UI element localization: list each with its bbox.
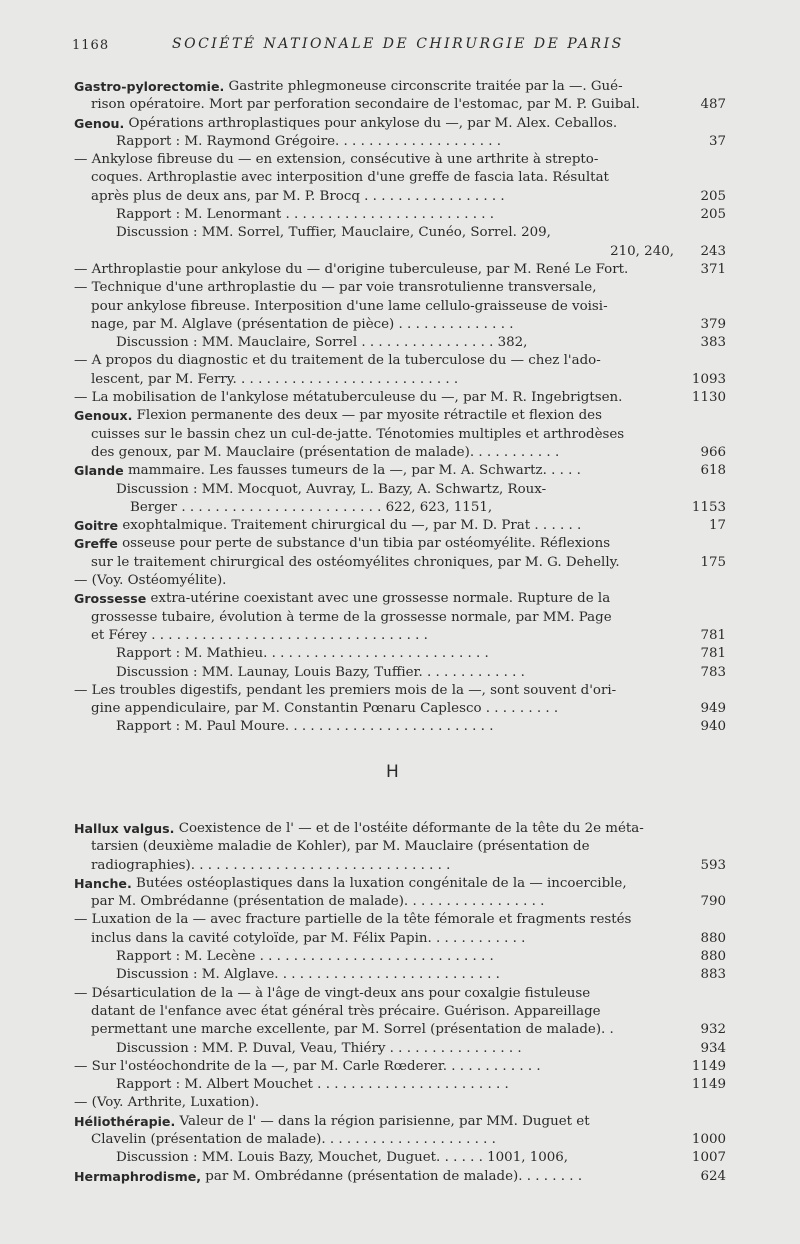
entry-text	[116, 1040, 522, 1058]
index-entry-line	[74, 407, 726, 425]
page-reference: 593	[700, 857, 726, 873]
entry-text	[74, 1168, 582, 1186]
entry-text	[116, 133, 501, 151]
entry-text	[74, 115, 617, 133]
entry-text	[116, 224, 551, 242]
entry-body: par M. Ombrédanne (présentation de malade). . . . . . . .	[201, 1168, 583, 1184]
entry-body: pour ankylose fibreuse. Interposition d'une lame cellulo-graisseuse de voisi-	[91, 298, 608, 314]
page-reference: 243	[700, 243, 726, 259]
index-entry-line	[74, 444, 726, 462]
page-reference: 618	[700, 463, 726, 479]
entry-body: grossesse tubaire, évolution à terme de la grossesse normale, par MM. Page	[91, 609, 612, 625]
page-reference: 1093	[691, 371, 726, 387]
entry-body: gine appendiculaire, par M. Constantin Pœnaru Caplesco . . . . . . . . .	[91, 701, 559, 717]
page-reference: 205	[700, 188, 726, 204]
page-reference: 781	[700, 627, 726, 643]
page-number: 1168	[72, 38, 110, 53]
index-entry-line	[74, 664, 726, 682]
entry-body: — La mobilisation de l'ankylose métatuberculeuse du —, par M. R. Ingebrigtsen.	[74, 390, 623, 406]
index-entry-line	[74, 948, 726, 966]
entry-body: Discussion : MM. Mocquot, Auvray, L. Bazy, A. Schwartz, Roux-	[116, 481, 547, 497]
entry-text	[91, 96, 640, 114]
page-reference: 1153	[691, 499, 726, 515]
entry-body: après plus de deux ans, par M. P. Brocq . . . . . . . . . . . . . . . . .	[91, 188, 505, 204]
page-reference: 379	[700, 316, 726, 332]
entry-text	[116, 481, 546, 499]
entry-text	[74, 1058, 541, 1076]
section-letter-h: H	[386, 762, 399, 782]
page-reference: 1149	[691, 1077, 726, 1093]
page-reference: 17	[708, 518, 726, 534]
entry-text	[91, 1021, 614, 1039]
entry-text	[130, 499, 492, 517]
page-reference: 966	[700, 444, 726, 460]
index-entry-line	[74, 1040, 726, 1058]
entry-body: Opérations arthroplastiques pour ankylose du —, par M. Alex. Ceballos.	[124, 115, 618, 131]
entry-text	[74, 78, 623, 96]
index-entry-line	[74, 169, 726, 187]
entry-text	[74, 875, 627, 893]
page-reference: 487	[700, 97, 726, 113]
entry-text	[74, 279, 596, 297]
entry-text	[74, 572, 226, 590]
entry-text	[74, 151, 598, 169]
entry-heading: Hanche.	[74, 875, 132, 891]
entry-body: 210, 240,	[610, 243, 674, 259]
entry-text	[91, 371, 458, 389]
entry-body: — Arthroplastie pour ankylose du — d'origine tuberculeuse, par M. René Le Fort.	[74, 261, 629, 277]
entry-text	[91, 700, 558, 718]
index-entry-line	[74, 481, 726, 499]
entry-text	[74, 820, 644, 838]
index-entry-line	[74, 857, 726, 875]
index-entry-line	[74, 700, 726, 718]
index-entry-line	[74, 930, 726, 948]
section-g-entries	[74, 78, 726, 737]
entry-text	[74, 261, 628, 279]
index-entry-line	[74, 875, 726, 893]
entry-text	[74, 517, 581, 535]
entry-body: Flexion permanente des deux — par myosite rétractile et flexion des	[132, 408, 602, 424]
index-entry-line	[74, 627, 726, 645]
entry-body: inclus dans la cavité cotyloïde, par M. Félix Papin. . . . . . . . . . . .	[91, 930, 526, 946]
page-reference: 790	[700, 894, 726, 910]
page-reference: 624	[700, 1168, 726, 1184]
entry-text	[91, 893, 544, 911]
entry-text	[91, 554, 620, 572]
index-entry-line	[74, 115, 726, 133]
entry-text	[74, 1113, 590, 1131]
entry-body: Discussion : M. Alglave. . . . . . . . . . . . . . . . . . . . . . . . . . .	[116, 967, 500, 983]
page-reference: 205	[700, 207, 726, 223]
index-entry-line	[74, 224, 726, 242]
index-entry-line	[74, 499, 726, 517]
entry-text	[74, 462, 581, 480]
entry-body: Rapport : M. Lenormant . . . . . . . . . . . . . . . . . . . . . . . . .	[116, 207, 495, 223]
entry-text	[116, 334, 527, 352]
entry-text	[91, 838, 590, 856]
section-h-entries	[74, 820, 726, 1186]
entry-body: — Les troubles digestifs, pendant les premiers mois de la —, sont souvent d'ori-	[74, 682, 617, 698]
page-reference: 932	[700, 1022, 726, 1038]
entry-text	[116, 966, 500, 984]
entry-body: Discussion : MM. Louis Bazy, Mouchet, Duguet. . . . . . 1001, 1006,	[116, 1150, 569, 1166]
entry-text	[91, 188, 505, 206]
index-entry-line	[74, 517, 726, 535]
index-entry-line	[74, 1113, 726, 1131]
entry-text	[91, 627, 428, 645]
entry-body: Rapport : M. Raymond Grégoire. . . . . . . . . . . . . . . . . . . .	[116, 133, 502, 149]
entry-body: Rapport : M. Lecène . . . . . . . . . . . . . . . . . . . . . . . . . . . .	[116, 949, 494, 965]
entry-body: Discussion : MM. P. Duval, Veau, Thiéry . . . . . . . . . . . . . . . .	[116, 1040, 522, 1056]
index-entry-line	[74, 462, 726, 480]
page-reference: 883	[700, 967, 726, 983]
index-entry-line	[74, 1021, 726, 1039]
entry-heading: Glande	[74, 463, 124, 479]
entry-body: datant de l'enfance avec état général très précaire. Guérison. Appareillage	[91, 1003, 601, 1019]
index-entry-line	[74, 96, 726, 114]
entry-text	[91, 426, 624, 444]
entry-text	[91, 298, 608, 316]
entry-body: — Technique d'une arthroplastie du — par voie transrotulienne transversale,	[74, 280, 597, 296]
entry-body: Clavelin (présentation de malade). . . . . . . . . . . . . . . . . . . . .	[91, 1132, 496, 1148]
index-entry-line	[74, 1076, 726, 1094]
entry-heading: Héliothérapie.	[74, 1113, 176, 1129]
entry-text	[74, 911, 631, 929]
index-entry-line	[74, 78, 726, 96]
index-entry-line	[74, 352, 726, 370]
index-entry-line	[74, 389, 726, 407]
entry-body: — (Voy. Arthrite, Luxation).	[74, 1095, 260, 1111]
entry-text	[116, 718, 493, 736]
entry-body: Berger . . . . . . . . . . . . . . . . . . . . . . . . 622, 623, 1151,	[130, 499, 493, 515]
index-entry-line	[74, 316, 726, 334]
entry-body: des genoux, par M. Mauclaire (présentation de malade). . . . . . . . . . .	[91, 444, 560, 460]
entry-body: rison opératoire. Mort par perforation secondaire de l'estomac, par M. P. Guibal.	[91, 97, 640, 113]
entry-heading: Gastro-pylorectomie.	[74, 79, 225, 94]
entry-body: Coexistence de l' — et de l'ostéite déformante de la tête du 2e méta-	[174, 821, 644, 836]
entry-body: exophtalmique. Traitement chirurgical du —, par M. D. Prat . . . . . .	[118, 518, 582, 534]
entry-text	[74, 682, 616, 700]
page-reference: 175	[700, 554, 726, 570]
page-reference: 1007	[691, 1150, 726, 1166]
page-reference: 880	[700, 949, 726, 965]
entry-body: par M. Ombrédanne (présentation de malade). . . . . . . . . . . . . . . . .	[91, 894, 545, 910]
index-entry-line	[74, 279, 726, 297]
index-entry-line	[74, 682, 726, 700]
entry-text	[91, 609, 612, 627]
page-reference: 949	[700, 701, 726, 717]
entry-heading: Genou.	[74, 115, 125, 131]
index-entry-line	[74, 188, 726, 206]
index-entry-line	[74, 1168, 726, 1186]
page-reference: 383	[700, 335, 726, 351]
page-reference: 1149	[691, 1058, 726, 1074]
index-entry-line	[74, 133, 726, 151]
entry-body: — Sur l'ostéochondrite de la —, par M. Carle Rœderer. . . . . . . . . . . .	[74, 1058, 541, 1074]
entry-text	[116, 1149, 568, 1167]
index-entry-line	[74, 911, 726, 929]
entry-body: mammaire. Les fausses tumeurs de la —, par M. A. Schwartz. . . . .	[123, 463, 581, 479]
index-entry-line	[74, 718, 726, 736]
entry-body: — Désarticulation de la — à l'âge de vingt-deux ans pour coxalgie fistuleuse	[74, 985, 591, 1001]
page-reference: 1000	[691, 1132, 726, 1148]
index-entry-line	[74, 151, 726, 169]
entry-body: Rapport : M. Mathieu. . . . . . . . . . . . . . . . . . . . . . . . . . .	[116, 646, 489, 662]
index-entry-line	[74, 1131, 726, 1149]
entry-body: Rapport : M. Paul Moure. . . . . . . . . . . . . . . . . . . . . . . . .	[116, 719, 494, 735]
entry-body: Butées ostéoplastiques dans la luxation congénitale de la — incoercible,	[131, 875, 627, 891]
entry-body: — (Voy. Ostéomyélite).	[74, 573, 227, 589]
index-entry-line	[74, 298, 726, 316]
entry-body: et Férey . . . . . . . . . . . . . . . . . . . . . . . . . . . . . . . . .	[91, 627, 428, 643]
entry-body: Discussion : MM. Sorrel, Tuffier, Mauclaire, Cunéo, Sorrel. 209,	[116, 225, 551, 241]
index-entry-line	[74, 334, 726, 352]
page-title: SOCIÉTÉ NATIONALE DE CHIRURGIE DE PARIS	[172, 36, 624, 52]
entry-heading: Genoux.	[74, 408, 133, 424]
page-reference: 1130	[691, 390, 726, 406]
index-entry-line	[74, 426, 726, 444]
index-entry-line	[74, 645, 726, 663]
entry-text	[91, 169, 609, 187]
entry-text	[91, 1131, 496, 1149]
page-reference: 934	[700, 1040, 726, 1056]
entry-body: Gastrite phlegmoneuse circonscrite traitée par la —. Gué-	[224, 79, 623, 94]
entry-text	[116, 1076, 509, 1094]
entry-body: Valeur de l' — dans la région parisienne, par MM. Duguet et	[175, 1113, 590, 1129]
entry-text	[74, 407, 602, 425]
index-entry-line	[74, 893, 726, 911]
entry-text	[74, 985, 590, 1003]
entry-text	[610, 243, 674, 261]
entry-body: osseuse pour perte de substance d'un tibia par ostéomyélite. Réflexions	[117, 536, 611, 552]
page-reference: 880	[700, 930, 726, 946]
page-reference: 783	[700, 664, 726, 680]
entry-heading: Hermaphrodisme,	[74, 1168, 202, 1184]
index-entry-line	[74, 206, 726, 224]
entry-heading: Grossesse	[74, 591, 147, 607]
entry-text	[74, 590, 610, 608]
entry-text	[91, 930, 525, 948]
entry-text	[116, 645, 489, 663]
entry-heading: Goitre	[74, 518, 119, 534]
index-entry-line	[74, 554, 726, 572]
index-entry-line	[74, 572, 726, 590]
page-reference: 37	[708, 133, 726, 149]
entry-body: cuisses sur le bassin chez un cul-de-jatte. Ténotomies multiples et arthrodèses	[91, 426, 625, 442]
index-entry-line	[74, 1094, 726, 1112]
entry-body: nage, par M. Alglave (présentation de pièce) . . . . . . . . . . . . . .	[91, 316, 514, 332]
page-reference: 781	[700, 646, 726, 662]
entry-body: — A propos du diagnostic et du traitement de la tuberculose du — chez l'ado-	[74, 353, 601, 369]
entry-text	[91, 316, 513, 334]
index-entry-line	[74, 1003, 726, 1021]
entry-text	[74, 389, 622, 407]
entry-text	[91, 1003, 601, 1021]
entry-heading: Greffe	[74, 536, 118, 552]
index-entry-line	[74, 535, 726, 553]
entry-text	[116, 948, 494, 966]
entry-body: tarsien (deuxième maladie de Kohler), par M. Mauclaire (présentation de	[91, 839, 590, 855]
entry-body: Discussion : MM. Mauclaire, Sorrel . . . . . . . . . . . . . . . . 382,	[116, 335, 528, 351]
entry-heading: Hallux valgus.	[74, 821, 175, 836]
index-entry-line	[74, 261, 726, 279]
index-entry-line	[74, 590, 726, 608]
entry-body: permettant une marche excellente, par M. Sorrel (présentation de malade). .	[91, 1022, 614, 1038]
entry-text	[116, 664, 525, 682]
entry-body: Discussion : MM. Launay, Louis Bazy, Tuffier. . . . . . . . . . . . .	[116, 664, 525, 680]
entry-body: sur le traitement chirurgical des ostéomyélites chroniques, par M. G. Dehelly.	[91, 554, 620, 570]
page-reference: 371	[700, 261, 726, 277]
entry-body: lescent, par M. Ferry. . . . . . . . . . . . . . . . . . . . . . . . . . .	[91, 371, 459, 387]
entry-text	[74, 352, 601, 370]
entry-body: extra-utérine coexistant avec une grossesse normale. Rupture de la	[146, 591, 611, 607]
page-reference: 940	[700, 719, 726, 735]
index-entry-line	[74, 1149, 726, 1167]
entry-text	[91, 444, 559, 462]
index-entry-line	[74, 966, 726, 984]
index-entry-line	[74, 820, 726, 838]
entry-text	[74, 535, 610, 553]
entry-body: coques. Arthroplastie avec interposition d'une greffe de fascia lata. Résultat	[91, 170, 609, 186]
entry-text	[91, 857, 450, 875]
entry-text	[74, 1094, 259, 1112]
entry-text	[116, 206, 494, 224]
entry-body: Rapport : M. Albert Mouchet . . . . . . . . . . . . . . . . . . . . . . .	[116, 1077, 509, 1093]
index-entry-line	[74, 838, 726, 856]
index-entry-line	[74, 985, 726, 1003]
entry-body: radiographies). . . . . . . . . . . . . . . . . . . . . . . . . . . . . . .	[91, 857, 451, 873]
index-entry-line	[74, 243, 726, 261]
entry-body: — Luxation de la — avec fracture partielle de la tête fémorale et fragments restés	[74, 912, 632, 928]
index-entry-line	[74, 371, 726, 389]
index-entry-line	[74, 1058, 726, 1076]
entry-body: — Ankylose fibreuse du — en extension, consécutive à une arthrite à strepto-	[74, 152, 599, 168]
index-entry-line	[74, 609, 726, 627]
